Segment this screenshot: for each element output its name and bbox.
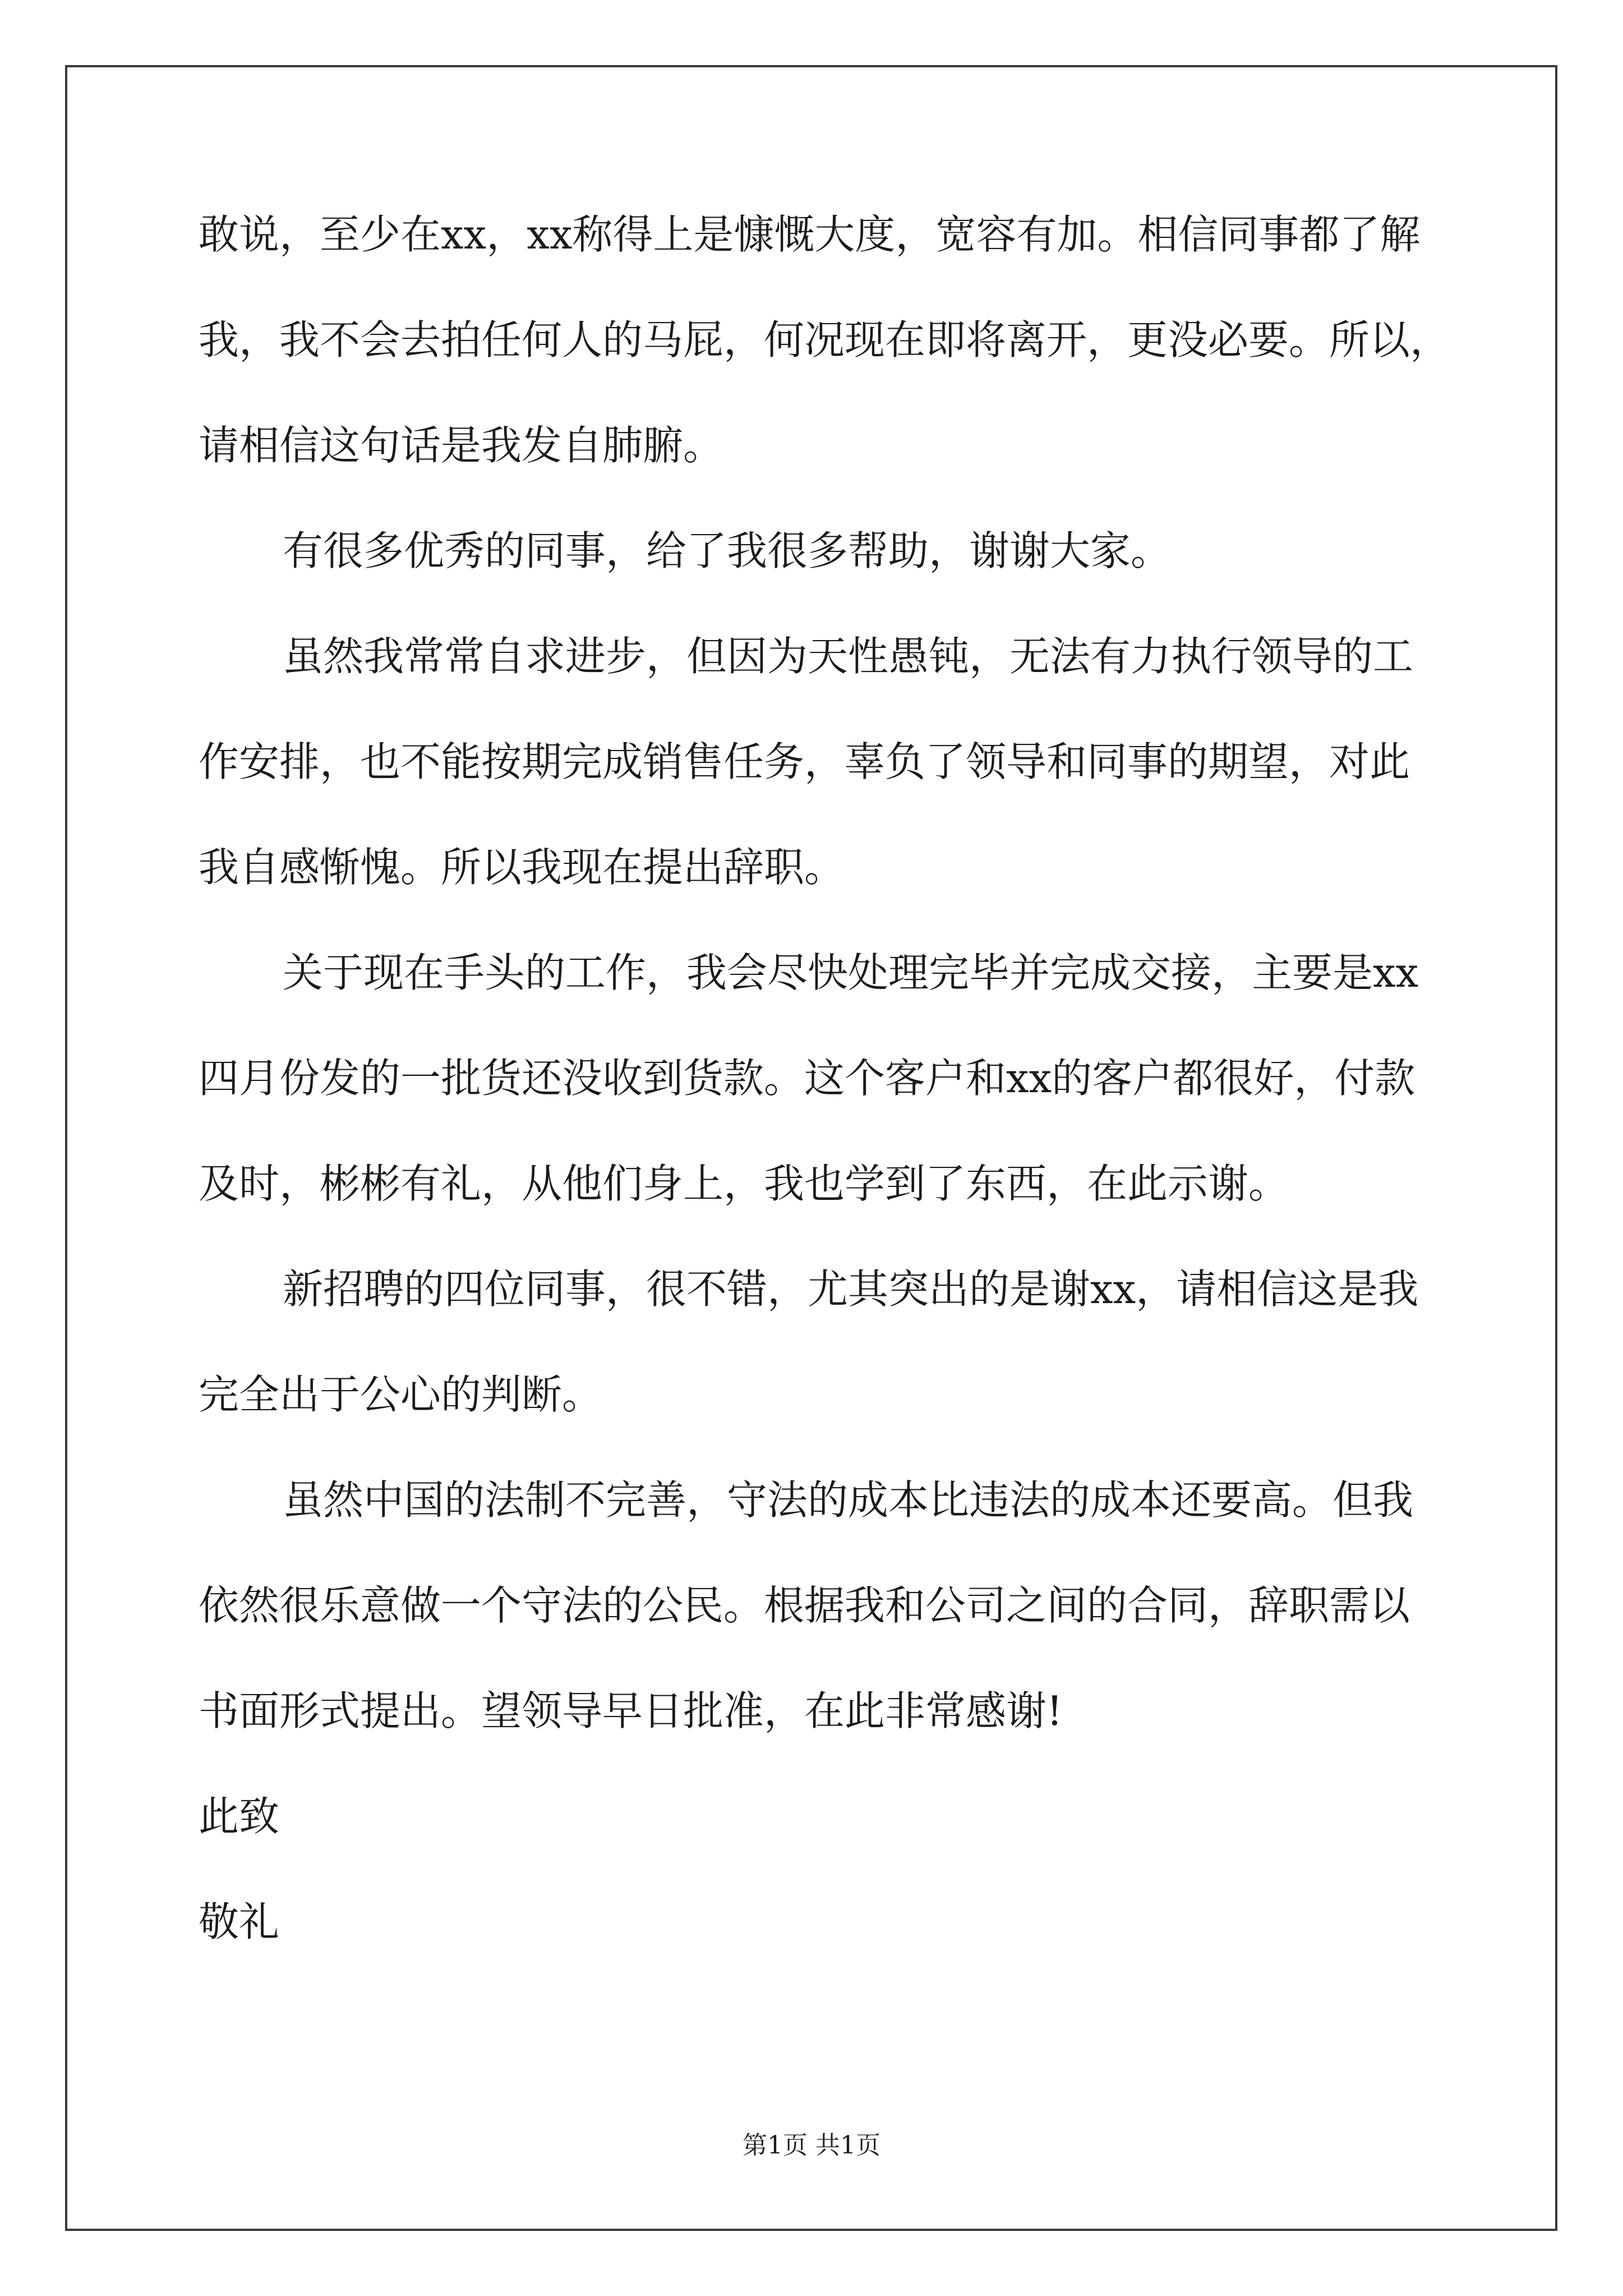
text-line: 敢说，至少在xx，xx称得上是慷慨大度，宽容有加。相信同事都了解 (199, 211, 1421, 258)
paragraph-start-line: 虽然我常常自求进步，但因为天性愚钝，无法有力执行领导的工 (283, 633, 1414, 680)
text-line: 四月份发的一批货还没收到货款。这个客户和xx的客户都很好，付款 (199, 1055, 1415, 1102)
text-line: 我自感惭愧。所以我现在提出辞职。 (199, 844, 845, 891)
text-line: 作安排，也不能按期完成销售任务，辜负了领导和同事的期望，对此 (199, 738, 1410, 785)
paragraph-start-line: 虽然中国的法制不完善，守法的成本比违法的成本还要高。但我 (283, 1476, 1414, 1524)
paragraph-start-line: 关于现在手头的工作，我会尽快处理完毕并完成交接，主要是xx (283, 949, 1419, 996)
page-footer: 第1页 共1页 (743, 2131, 880, 2160)
page-border (65, 65, 1557, 2231)
closing-salutation: 此致 (199, 1793, 280, 1840)
closing-regards: 敬礼 (199, 1898, 280, 1945)
text-line: 我，我不会去拍任何人的马屁，何况现在即将离开，更没必要。所以， (199, 316, 1451, 364)
text-line: 书面形式提出。望领导早日批准，在此非常感谢! (199, 1687, 1063, 1734)
paragraph-start-line: 有很多优秀的同事，给了我很多帮助，谢谢大家。 (283, 527, 1172, 574)
text-line: 请相信这句话是我发自肺腑。 (199, 422, 724, 469)
text-line: 完全出于公心的判断。 (199, 1371, 603, 1418)
paragraph-start-line: 新招聘的四位同事，很不错，尤其突出的是谢xx，请相信这是我 (283, 1266, 1419, 1313)
text-line: 及时，彬彬有礼，从他们身上，我也学到了东西，在此示谢。 (199, 1160, 1289, 1207)
text-line: 依然很乐意做一个守法的公民。根据我和公司之间的合同，辞职需以 (199, 1582, 1410, 1629)
